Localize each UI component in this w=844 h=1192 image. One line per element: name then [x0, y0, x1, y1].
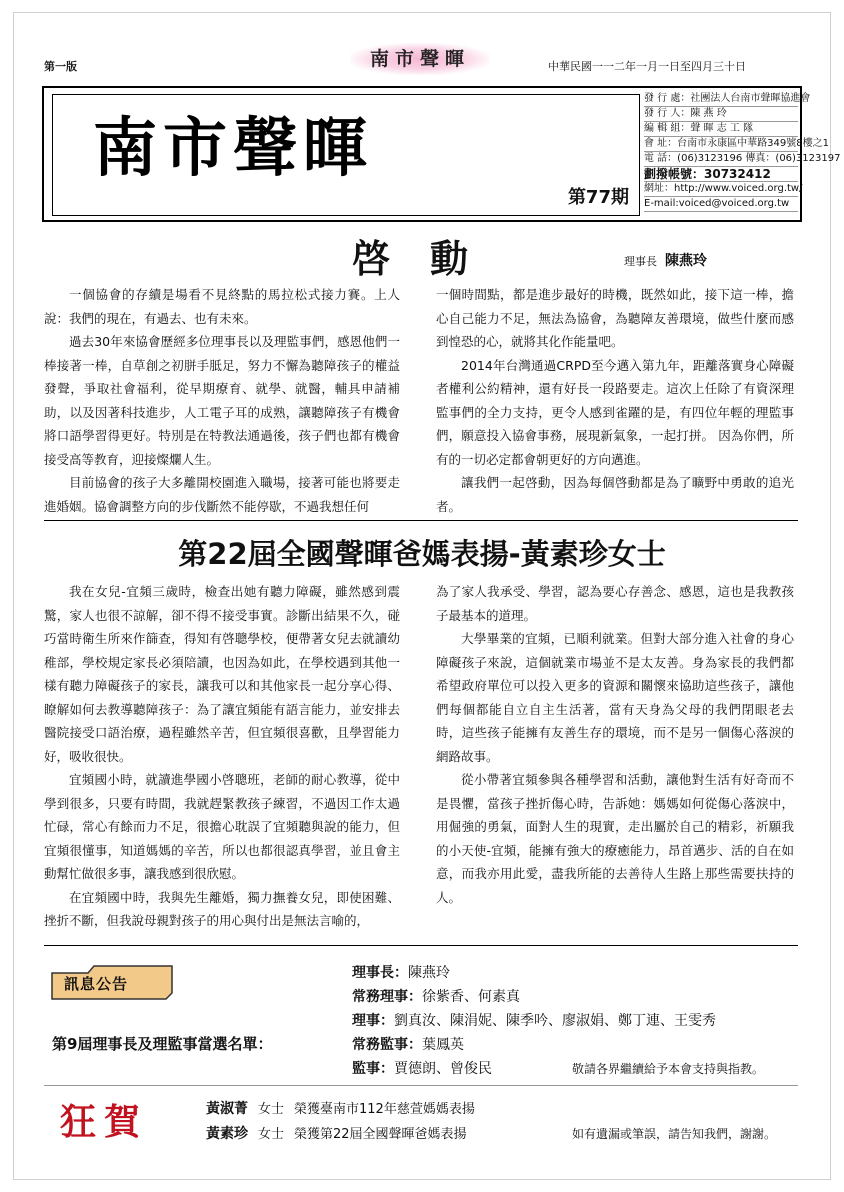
paragraph: 在宜頻國中時，我與先生離婚，獨力撫養女兒，即使困難、挫折不斷，但我說母親對孩子的用心與付出是無法言喻的，	[44, 889, 400, 928]
award-name: 黃淑菁	[206, 1101, 248, 1117]
notice-title: 第9屆理事長及理監事當選名單：	[52, 1035, 273, 1053]
date-range: 中華民國一一二年一月一日至四月三十日	[548, 60, 746, 73]
roster-row	[352, 1009, 716, 1033]
article2-column-right	[436, 580, 794, 909]
roster-role: 常務理事：	[352, 989, 422, 1005]
roster-names: 陳燕玲	[408, 965, 450, 981]
section-divider	[44, 1085, 798, 1086]
paragraph: 目前協會的孩子大多離開校園進入職場，接著可能也將要走進婚姻。協會調整方向的步伐斷然不能停歇，不過我想任何	[44, 475, 400, 514]
info-row: E-mail:voiced@voiced.org.tw	[644, 197, 798, 212]
roster-row	[352, 1033, 716, 1057]
info-row: 劃撥帳號：30732412	[644, 167, 798, 182]
masthead-title-box	[52, 94, 640, 216]
roster-row	[352, 961, 716, 985]
masthead-logo: 南市聲暉	[93, 111, 373, 186]
roster-names: 賈德朗、曾俊民	[394, 1061, 492, 1077]
roster-row	[352, 985, 716, 1009]
article1-byline	[624, 250, 707, 270]
roster-role: 常務監事：	[352, 1037, 422, 1053]
edition-label: 第一版	[44, 60, 77, 73]
roster-names: 葉鳳英	[422, 1037, 464, 1053]
paragraph: 宜頻國小時，就讀進學國小啓聰班，老師的耐心教導，從中學到很多，只要有時間，我就趕緊教孩子練習，不過因工作太過忙碌，常心有餘而力不足，很擔心耽誤了宜頻聽與說的能力，但宜頻很懂事，知道媽媽的辛苦，所以也都很認真學習，並且會主動幫忙做很多事，讓我感到很欣慰。	[44, 772, 400, 881]
notice-label: 訊息公告	[64, 975, 129, 993]
paragraph: 2014年台灣通過CRPD至今邁入第九年，距離落實身心障礙者權利公約精神，還有好長一段路要走。這次上任除了有資深理監事們的全力支持，更令人感到雀躍的是，有四位年輕的理監事們，願意投入協會事務，展現新氣象，一起打拼。 因為你們，所有的一切必定都會朝更好的方向邁進。	[436, 357, 794, 467]
award-text: 榮獲臺南市112年慈萱媽媽表揚	[294, 1102, 475, 1117]
info-row: 編 輯 組：聲 暉 志 工 隊	[644, 122, 798, 137]
issue-number: 第77期	[567, 187, 629, 208]
paragraph: 為了家人我承受、學習，認為要心存善念、感恩，這也是我教孩子最基本的道理。	[436, 584, 794, 623]
paragraph: 大學畢業的宜頻，已順利就業。但對大部分進入社會的身心障礙孩子來說，這個就業市場並不是太友善。身為家長的我們都希望政府單位可以投入更多的資源和關懷來協助這些孩子，讓他們每個都能自立自主生活著，當有天身為父母的我們閉眼老去時，這些孩子能擁有友善生存的環境，而不是另一個傷心落淚的網路故事。	[436, 631, 794, 764]
paragraph: 從小帶著宜頻參與各種學習和活動，讓他對生活有好奇而不是畏懼，當孩子挫折傷心時，告訴她：媽媽如何從傷心落淚中，用倔強的勇氣，面對人生的現實，走出屬於自己的精彩，祈願我的小天使-宜頻，能擁有強大的療癒能力，昂首邁步、活的自在如意，而我亦用此愛，盡我所能的去善待人生路上那些需要扶持的人。	[436, 772, 794, 905]
paragraph: 過去30年來協會歷經多位理事長以及理監事們，感恩他們一棒接著一棒，自草創之初胼手胝足，努力不懈為聽障孩子的權益發聲，爭取社會福利，從早期療育、就學、就醫，輔具申請補助，以及因著科技進步，人工電子耳的成熟，讓聽障孩子有機會將口語學習得更好。特別是在特教法通過後，孩子們也都有機會接受高等教育，迎接燦爛人生。	[44, 334, 400, 467]
award-row	[206, 1098, 475, 1118]
byline-role: 理事長	[624, 255, 657, 268]
paragraph: 讓我們一起啓動，因為每個啓動都是為了曠野中勇敢的追光者。	[436, 475, 794, 514]
roster-names: 徐紫香、何素真	[422, 989, 520, 1005]
award-title: 女士	[258, 1102, 285, 1117]
info-row: 發 行 人：陳 燕 玲	[644, 107, 798, 122]
info-row: 網址：http://www.voiced.org.tw/	[644, 182, 798, 197]
roster-names: 劉真汝、陳涓妮、陳季吟、廖淑娟、鄭丁連、王雯秀	[394, 1013, 716, 1029]
article2-title: 第22屆全國聲暉爸媽表揚-黃素珍女士	[178, 537, 666, 571]
roster-role: 監事：	[352, 1061, 394, 1077]
article1-column-left	[44, 283, 400, 518]
paragraph: 我在女兒-宜頻三歲時，檢查出她有聽力障礙，雖然感到震驚，家人也很不諒解，卻不得不接受事實。診斷出結果不久，碰巧當時衛生所來作篩查，得知有啓聰學校，便帶著女兒去就讀幼稚部，學校規定家長必須陪讀，也因為如此，在學校遇到其他一樣有聽力障礙孩子的家長，讓我可以和其他家長一起分享心得、瞭解如何去教導聽障孩子：為了讓宜頻能有語言能力，並安排去醫院接受口語治療，過程雖然辛苦，但宜頻很喜歡，且學習能力好，吸收很快。	[44, 584, 400, 764]
info-row: 會 址：台南市永康區中華路349號8樓之1	[644, 137, 798, 152]
section-divider	[44, 945, 798, 946]
masthead	[42, 86, 841, 222]
info-row: 電 話：(06)3123196 傳真：(06)3123197	[644, 152, 798, 167]
article2-column-left	[44, 580, 400, 933]
award-name: 黃素珍	[206, 1126, 248, 1142]
article1-column-right	[436, 283, 794, 518]
thanks-note: 敬請各界繼續給予本會支持與指教。	[572, 1062, 765, 1076]
errata-note: 如有遺漏或筆誤，請告知我們，謝謝。	[572, 1127, 777, 1141]
paragraph: 一個協會的存續是場看不見終點的馬拉松式接力賽。上人說：我們的現在，有過去、也有未來。	[44, 287, 400, 326]
congrats-label: 狂賀	[60, 1101, 149, 1143]
newsletter-banner: 南市聲暉	[350, 43, 490, 75]
award-text: 榮獲第22屆全國聲暉爸媽表揚	[294, 1127, 467, 1142]
article1-title: 啓動	[352, 236, 509, 281]
section-divider	[44, 520, 798, 521]
paragraph: 一個時間點，都是進步最好的時機，既然如此，接下這一棒，擔心自己能力不足，無法為協會，為聽障友善環境，做些什麼而感到惶恐的心，就將其化作能量吧。	[436, 287, 794, 349]
roster-role: 理事長：	[352, 965, 408, 981]
roster-role: 理事：	[352, 1013, 394, 1029]
award-row	[206, 1123, 467, 1143]
award-title: 女士	[258, 1127, 285, 1142]
publisher-info	[644, 92, 841, 212]
info-row: 發 行 處：社團法人台南市聲暉協進會	[644, 92, 798, 107]
byline-name: 陳燕玲	[665, 253, 707, 269]
